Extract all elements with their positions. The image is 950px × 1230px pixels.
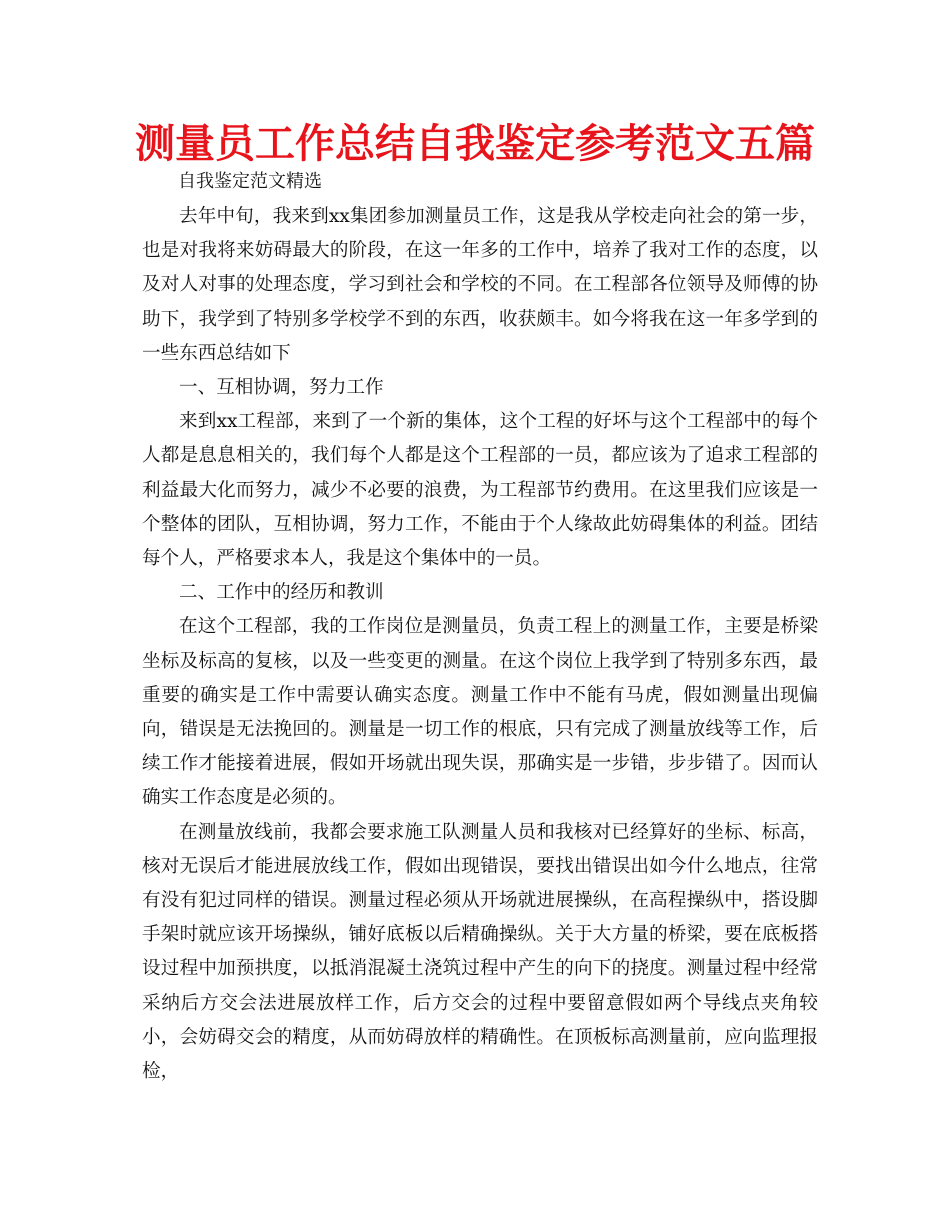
document-subtitle: 自我鉴定范文精选: [178, 171, 322, 192]
paragraph-section-1: 来到xx工程部，来到了一个新的集体，这个工程的好坏与这个工程部中的每个人都是息息相关的，我们每个人都是这个工程部的一员，都应该为了追求工程部的利益最大化而努力，减少不必要的浪费，为工程部节约费用。在这里我们应该是一个整体的团队，互相协调，努力工作，不能由于个人缘故此妨碍集体的利益。团结每个人，严格要求本人，我是这个集体中的一员。: [142, 411, 818, 570]
paragraph-surveying: 在测量放线前，我都会要求施工队测量人员和我核对已经算好的坐标、标高，核对无误后才能进展放线工作，假如出现错误，要找出错误出如今什么地点，往常有没有犯过同样的错误。测量过程必须从开场就进展操纵，在高程操纵中，搭设脚手架时就应该开场操纵，铺好底板以后精确操纵。关于大方量的桥梁，要在底板搭设过程中加预拱度，以抵消混凝土浇筑过程中产生的向下的挠度。测量过程中经常采纳后方交会法进展放样工作，后方交会的过程中要留意假如两个导线点夹角较小，会妨碍交会的精度，从而妨碍放样的精确性。在顶板标高测量前，应向监理报检，: [142, 821, 818, 1083]
document-body: [142, 200, 818, 1089]
section-heading-1: 一、互相协调，努力工作: [179, 377, 384, 399]
paragraph-intro: 去年中旬，我来到xx集团参加测量员工作，这是我从学校走向社会的第一步，也是对我将来妨碍最大的阶段，在这一年多的工作中，培养了我对工作的态度，以及对人对事的处理态度，学习到社会和学校的不同。在工程部各位领导及师傅的协助下，我学到了特别多学校学不到的东西，收获颇丰。如今将我在这一年多学到的一些东西总结如下: [142, 206, 818, 364]
section-heading-2: 二、工作中的经历和教训: [179, 582, 384, 604]
paragraph-section-2: 在这个工程部，我的工作岗位是测量员，负责工程上的测量工作，主要是桥梁坐标及标高的复核，以及一些变更的测量。在这个岗位上我学到了特别多东西，最重要的确实是工作中需要认确实态度。测量工作中不能有马虎，假如测量出现偏向，错误是无法挽回的。测量是一切工作的根底，只有完成了测量放线等工作，后续工作才能接着进展，假如开场就出现失误，那确实是一步错，步步错了。因而认确实工作态度是必须的。: [142, 616, 818, 809]
document-title: 测量员工作总结自我鉴定参考范文五篇: [135, 121, 815, 167]
